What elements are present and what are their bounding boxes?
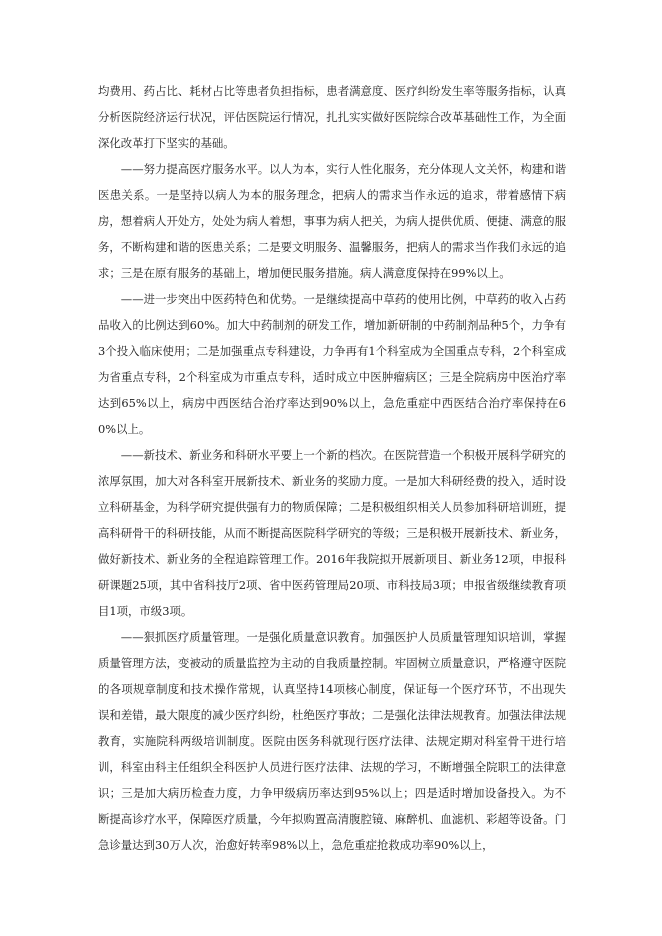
paragraph-cost-indicators: 均费用、药占比、耗材占比等患者负担指标，患者满意度、医疗纠纷发生率等服务指标，认真分析医院经济运行状况，评估医院运行情况，扎扎实实做好医院综合改革基础性工作，为全面深化改革打下坚实的基础。	[98, 84, 566, 150]
paragraph-service-level: ——努力提高医疗服务水平。以人为本，实行人性化服务，充分体现人文关怀，构建和谐医患关系。一是坚持以病人为本的服务理念，把病人的需求当作永远的追求，带着感情下病房，想着病人开处方，处处为病人着想，事事为病人把关，为病人提供优质、便捷、满意的服务，不断构建和谐的医患关系；二是要文明服务、温馨服务，把病人的需求当作我们永远的追求；三是在原有服务的基础上，增加便民服务措施。病人满意度保持在99%以上。	[98, 162, 566, 280]
paragraph-quality-management: ——狠抓医疗质量管理。一是强化质量意识教育。加强医护人员质量管理知识培训，掌握质量管理方法，变被动的质量监控为主动的自我质量控制。牢固树立质量意识，严格遵守医院的各项规章制度和技术操作常规，认真坚持14项核心制度，保证每一个医疗环节，不出现失误和差错，最大限度的减少医疗纠纷，杜绝医疗事故；二是强化法律法规教育。加强法律法规教育，实施院科两级培训制度。医院由医务科就现行医疗法律、法规定期对科室骨干进行培训，科室由科主任组织全科医护人员进行医疗法律、法规的学习，不断增强全院职工的法律意识；三是加大病历检查力度，力争甲级病历率达到95%以上；四是适时增加设备投入。为不断提高诊疗水平，保障医疗质量，今年拟购置高清腹腔镜、麻醉机、血滤机、彩超等设备。门急诊量达到30万人次，治愈好转率98%以上，急危重症抢救成功率90%以上，	[98, 630, 566, 852]
document-body	[98, 78, 566, 858]
paragraph-tcm-features: ——进一步突出中医药特色和优势。一是继续提高中草药的使用比例，中草药的收入占药品收入的比例达到60%。加大中药制剂的研发工作，增加新研制的中药制剂品种5个，力争有3个投入临床使用；二是加强重点专科建设，力争再有1个科室成为全国重点专科，2个科室成为省重点专科，2个科室成为市重点专科，适时成立中医肿瘤病区；三是全院病房中医治疗率达到65%以上，病房中西医结合治疗率达到90%以上，急危重症中西医结合治疗率保持在60%以上。	[98, 292, 566, 436]
paragraph-research: ——新技术、新业务和科研水平要上一个新的档次。在医院营造一个积极开展科学研究的浓厚氛围，加大对各科室开展新技术、新业务的奖励力度。一是加大科研经费的投入，适时设立科研基金，为科学研究提供强有力的物质保障；二是积极组织相关人员参加科研培训班，提高科研骨干的科研技能，从而不断提高医院科学研究的等级；三是积极开展新技术、新业务，做好新技术、新业务的全程追踪管理工作。2016年我院拟开展新项目、新业务12项，申报科研课题25项，其中省科技厅2项、省中医药管理局20项、市科技局3项；申报省级继续教育项目1项，市级3项。	[98, 448, 566, 618]
